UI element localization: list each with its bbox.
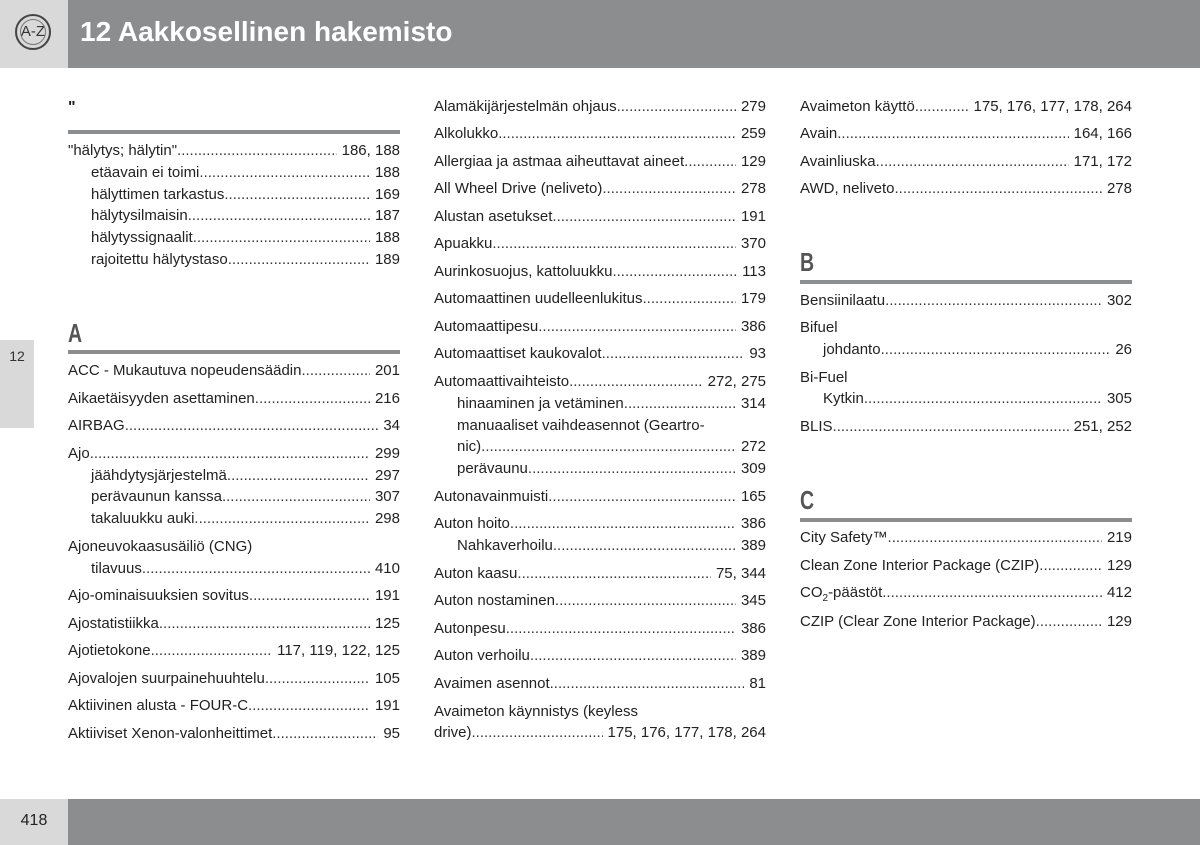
index-entry: Avaimeton käynnistys (keyless bbox=[434, 703, 638, 720]
index-entry: CZIP (Clear Zone Interior Package) ..... 129 bbox=[800, 612, 1132, 632]
index-subentry: hälytysilmaisin ..... 187 bbox=[91, 206, 400, 226]
index-subentry: jäähdytysjärjestelmä ..... 297 bbox=[91, 466, 400, 486]
index-entry: ACC - Mukautuva nopeudensäädin ..... 201 bbox=[68, 361, 400, 381]
index-entry: Ajovalojen suurpainehuuhtelu ..... 105 bbox=[68, 669, 400, 689]
index-entry: Ajo-ominaisuuksien sovitus ..... 191 bbox=[68, 586, 400, 606]
index-entry: Apuakku ..... 370 bbox=[434, 234, 766, 254]
index-subentry: etäavain ei toimi ..... 188 bbox=[91, 163, 400, 183]
index-entry: All Wheel Drive (neliveto) ..... 278 bbox=[434, 179, 766, 199]
index-entry: Auton nostaminen ..... 345 bbox=[434, 591, 766, 611]
index-entry: Allergiaa ja astmaa aiheuttavat aineet ..... 129 bbox=[434, 152, 766, 172]
index-subentry: hälyttimen tarkastus ..... 169 bbox=[91, 185, 400, 205]
index-subentry: hinaaminen ja vetäminen ..... 314 bbox=[457, 394, 766, 414]
chapter-icon-box bbox=[0, 0, 68, 68]
page-header bbox=[0, 0, 1200, 68]
index-entry: drive) ..... 175, 176, 177, 178, 264 bbox=[434, 723, 766, 743]
section-rule bbox=[68, 350, 400, 354]
index-subentry: perävaunun kanssa ..... 307 bbox=[91, 487, 400, 507]
index-entry: BLIS ..... 251, 252 bbox=[800, 417, 1132, 437]
index-entry: Ajotietokone ..... 117, 119, 122, 125 bbox=[68, 641, 400, 661]
section-heading-a: A bbox=[68, 318, 83, 348]
page-number-box bbox=[0, 799, 68, 845]
index-subentry: perävaunu ..... 309 bbox=[457, 459, 766, 479]
index-entry: Automaattinen uudelleenlukitus ..... 179 bbox=[434, 289, 766, 309]
index-entry: Automaattipesu ..... 386 bbox=[434, 317, 766, 337]
index-entry: Autonpesu ..... 386 bbox=[434, 619, 766, 639]
page-footer bbox=[0, 799, 1200, 845]
index-subentry: rajoitettu hälytystaso ..... 189 bbox=[91, 250, 400, 270]
index-entry: Bifuel bbox=[800, 319, 838, 336]
index-entry: Auton verhoilu ..... 389 bbox=[434, 646, 766, 666]
page-number: 418 bbox=[20, 812, 48, 829]
index-subentry: Nahkaverhoilu ..... 389 bbox=[457, 536, 766, 556]
index-entry: Autonavainmuisti ..... 165 bbox=[434, 487, 766, 507]
index-entry: Ajo ..... 299 bbox=[68, 444, 400, 464]
index-entry: Ajoneuvokaasusäiliö (CNG) bbox=[68, 538, 253, 555]
section-heading-quote: " bbox=[68, 99, 76, 116]
section-rule bbox=[800, 280, 1132, 284]
index-entry: Ajostatistiikka ..... 125 bbox=[68, 614, 400, 634]
index-subentry: takaluukku auki ..... 298 bbox=[91, 509, 400, 529]
index-subentry: nic) ..... 272 bbox=[457, 437, 766, 457]
index-entry: Clean Zone Interior Package (CZIP) ..... 129 bbox=[800, 556, 1132, 576]
index-entry: City Safety™ ..... 219 bbox=[800, 528, 1132, 548]
index-subentry: manuaaliset vaihdeasennot (Geartro- bbox=[457, 417, 705, 434]
index-subentry: hälytyssignaalit ..... 188 bbox=[91, 228, 400, 248]
index-entry: Aurinkosuojus, kattoluukku ..... 113 bbox=[434, 262, 766, 282]
index-entry: AWD, neliveto ..... 278 bbox=[800, 179, 1132, 199]
index-entry: Auton hoito ..... 386 bbox=[434, 514, 766, 534]
index-subentry: Kytkin ..... 305 bbox=[823, 389, 1132, 409]
section-rule bbox=[800, 518, 1132, 522]
chapter-number: 12 bbox=[9, 348, 25, 364]
index-entry: "hälytys; hälytin" ..... 186, 188 bbox=[68, 141, 400, 161]
index-entry: Alamäkijärjestelmän ohjaus ..... 279 bbox=[434, 97, 766, 117]
a-z-index-icon: A-Z bbox=[15, 14, 51, 50]
index-entry: Automaattivaihteisto ..... 272, 275 bbox=[434, 372, 766, 392]
index-entry: Avain ..... 164, 166 bbox=[800, 124, 1132, 144]
index-entry: Avaimen asennot ..... 81 bbox=[434, 674, 766, 694]
index-entry: Avaimeton käyttö ..... 175, 176, 177, 178, 264 bbox=[800, 97, 1132, 117]
index-entry: Aktiiviset Xenon-valonheittimet ..... 95 bbox=[68, 724, 400, 744]
index-entry: Aktiivinen alusta - FOUR-C ..... 191 bbox=[68, 696, 400, 716]
section-rule bbox=[68, 130, 400, 134]
index-entry: Alustan asetukset ..... 191 bbox=[434, 207, 766, 227]
index-entry: $CO_2$-päästöt ..... 412 bbox=[800, 583, 1132, 603]
index-subentry: tilavuus ..... 410 bbox=[91, 559, 400, 579]
index-entry: AIRBAG ..... 34 bbox=[68, 416, 400, 436]
index-entry: Bi-Fuel bbox=[800, 369, 848, 386]
index-entry: Automaattiset kaukovalot ..... 93 bbox=[434, 344, 766, 364]
index-subentry: johdanto ..... 26 bbox=[823, 340, 1132, 360]
index-entry: Avainliuska ..... 171, 172 bbox=[800, 152, 1132, 172]
index-entry: Auton kaasu ..... 75, 344 bbox=[434, 564, 766, 584]
index-entry: Aikaetäisyyden asettaminen ..... 216 bbox=[68, 389, 400, 409]
index-entry: Alkolukko ..... 259 bbox=[434, 124, 766, 144]
section-heading-b: B bbox=[800, 247, 815, 277]
chapter-side-tab bbox=[0, 340, 34, 428]
index-entry: Bensiinilaatu ..... 302 bbox=[800, 291, 1132, 311]
page-title: 12 Aakkosellinen hakemisto bbox=[80, 16, 453, 47]
section-heading-c: C bbox=[800, 485, 815, 515]
